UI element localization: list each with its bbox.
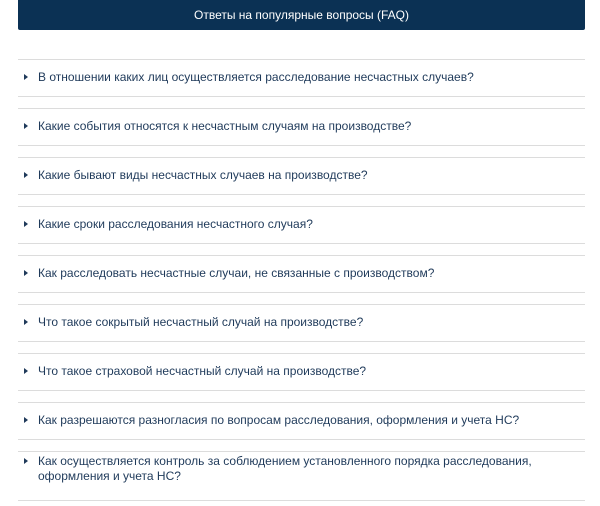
faq-question[interactable]: Какие сроки расследования несчастного случая? bbox=[38, 217, 313, 231]
faq-item-6[interactable] bbox=[18, 304, 585, 342]
caret-right-icon bbox=[24, 123, 28, 129]
faq-question[interactable]: Какие события относятся к несчастным случаям на производстве? bbox=[38, 119, 412, 133]
faq-item-4[interactable] bbox=[18, 206, 585, 244]
caret-right-icon bbox=[24, 417, 28, 423]
caret-right-icon bbox=[24, 319, 28, 325]
faq-item-9[interactable] bbox=[18, 451, 585, 501]
caret-right-icon bbox=[24, 172, 28, 178]
faq-item-1[interactable] bbox=[18, 59, 585, 97]
faq-header-title: Ответы на популярные вопросы (FAQ) bbox=[18, 0, 585, 30]
faq-list bbox=[18, 59, 585, 506]
caret-right-icon bbox=[24, 74, 28, 80]
caret-right-icon bbox=[24, 270, 28, 276]
faq-item-8[interactable] bbox=[18, 402, 585, 440]
faq-question[interactable]: Как осуществляется контроль за соблюдением установленного порядка расследования, оформления и учета НС? bbox=[38, 454, 532, 483]
caret-right-icon bbox=[24, 458, 28, 464]
faq-question[interactable]: В отношении каких лиц осуществляется расследование несчастных случаев? bbox=[38, 70, 474, 84]
faq-question[interactable]: Какие бывают виды несчастных случаев на производстве? bbox=[38, 168, 368, 182]
faq-question[interactable]: Как расследовать несчастные случаи, не связанные с производством? bbox=[38, 266, 435, 280]
faq-item-7[interactable] bbox=[18, 353, 585, 391]
caret-right-icon bbox=[24, 221, 28, 227]
faq-question[interactable]: Что такое сокрытый несчастный случай на производстве? bbox=[38, 315, 364, 329]
faq-item-2[interactable] bbox=[18, 108, 585, 146]
faq-question[interactable]: Как разрешаются разногласия по вопросам расследования, оформления и учета НС? bbox=[38, 413, 520, 427]
faq-question[interactable]: Что такое страховой несчастный случай на производстве? bbox=[38, 364, 367, 378]
caret-right-icon bbox=[24, 368, 28, 374]
faq-item-3[interactable] bbox=[18, 157, 585, 195]
faq-item-5[interactable] bbox=[18, 255, 585, 293]
